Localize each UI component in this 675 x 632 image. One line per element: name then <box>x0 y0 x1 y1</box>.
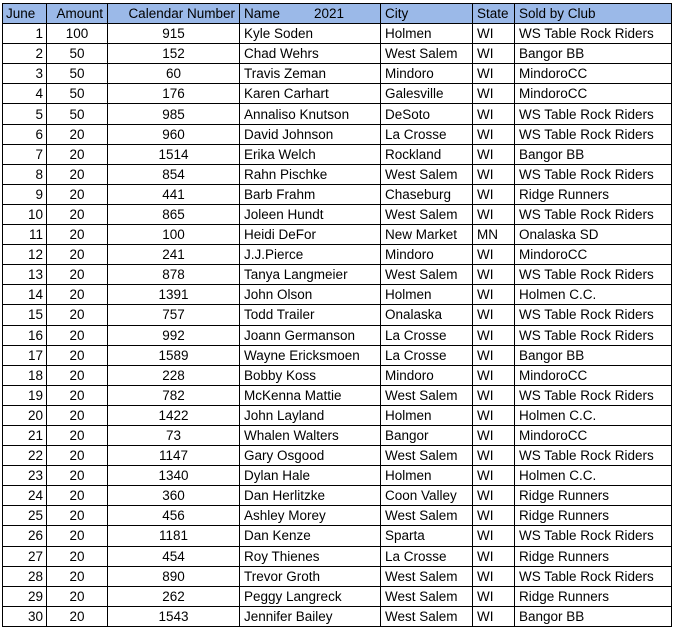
cell-state: WI <box>473 405 515 425</box>
cell-name: Dan Kenze <box>240 526 381 546</box>
cell-club: MindoroCC <box>515 84 672 104</box>
cell-name: Gary Osgood <box>240 446 381 466</box>
cell-amount: 50 <box>47 64 108 84</box>
cell-amount: 20 <box>47 566 108 586</box>
cell-calendar-number: 360 <box>108 486 240 506</box>
cell-name: Kyle Soden <box>240 24 381 44</box>
cell-city: West Salem <box>381 506 473 526</box>
cell-day: 6 <box>3 124 47 144</box>
cell-amount: 20 <box>47 245 108 265</box>
cell-amount: 20 <box>47 486 108 506</box>
cell-club: WS Table Rock Riders <box>515 305 672 325</box>
cell-calendar-number: 890 <box>108 566 240 586</box>
cell-amount: 20 <box>47 586 108 606</box>
table-row <box>3 164 672 184</box>
cell-state: MN <box>473 225 515 245</box>
table-row <box>3 245 672 265</box>
cell-calendar-number: 854 <box>108 164 240 184</box>
cell-state: WI <box>473 24 515 44</box>
table-row <box>3 466 672 486</box>
cell-club: Holmen C.C. <box>515 405 672 425</box>
table-row <box>3 365 672 385</box>
cell-state: WI <box>473 164 515 184</box>
cell-calendar-number: 441 <box>108 184 240 204</box>
table-row <box>3 44 672 64</box>
cell-name: John Olson <box>240 285 381 305</box>
cell-state: WI <box>473 526 515 546</box>
cell-day: 19 <box>3 385 47 405</box>
cell-day: 14 <box>3 285 47 305</box>
cell-amount: 50 <box>47 84 108 104</box>
cell-club: WS Table Rock Riders <box>515 265 672 285</box>
table-row <box>3 305 672 325</box>
cell-day: 21 <box>3 425 47 445</box>
cell-name: Dylan Hale <box>240 466 381 486</box>
cell-day: 22 <box>3 446 47 466</box>
cell-club: WS Table Rock Riders <box>515 325 672 345</box>
header-amount: Amount <box>47 4 108 24</box>
header-state: State <box>473 4 515 24</box>
cell-calendar-number: 782 <box>108 385 240 405</box>
table-row <box>3 124 672 144</box>
table-row <box>3 225 672 245</box>
cell-city: West Salem <box>381 385 473 405</box>
cell-city: La Crosse <box>381 325 473 345</box>
cell-city: West Salem <box>381 606 473 626</box>
cell-name: Travis Zeman <box>240 64 381 84</box>
cell-club: Bangor BB <box>515 606 672 626</box>
cell-amount: 20 <box>47 285 108 305</box>
cell-city: New Market <box>381 225 473 245</box>
cell-day: 26 <box>3 526 47 546</box>
cell-name: Barb Frahm <box>240 184 381 204</box>
cell-calendar-number: 262 <box>108 586 240 606</box>
cell-city: La Crosse <box>381 124 473 144</box>
cell-city: West Salem <box>381 44 473 64</box>
header-name <box>240 4 381 24</box>
table-row <box>3 405 672 425</box>
cell-calendar-number: 992 <box>108 325 240 345</box>
cell-club: MindoroCC <box>515 425 672 445</box>
cell-name: Dan Herlitzke <box>240 486 381 506</box>
cell-calendar-number: 915 <box>108 24 240 44</box>
cell-name: Roy Thienes <box>240 546 381 566</box>
cell-calendar-number: 60 <box>108 64 240 84</box>
cell-day: 3 <box>3 64 47 84</box>
cell-name: Bobby Koss <box>240 365 381 385</box>
cell-club: Ridge Runners <box>515 506 672 526</box>
cell-day: 20 <box>3 405 47 425</box>
table-row <box>3 606 672 626</box>
cell-amount: 20 <box>47 124 108 144</box>
cell-club: MindoroCC <box>515 365 672 385</box>
cell-club: MindoroCC <box>515 245 672 265</box>
cell-calendar-number: 456 <box>108 506 240 526</box>
cell-amount: 20 <box>47 405 108 425</box>
cell-amount: 20 <box>47 164 108 184</box>
cell-state: WI <box>473 124 515 144</box>
table-row <box>3 506 672 526</box>
cell-club: WS Table Rock Riders <box>515 104 672 124</box>
cell-day: 16 <box>3 325 47 345</box>
cell-day: 28 <box>3 566 47 586</box>
cell-amount: 50 <box>47 104 108 124</box>
cell-day: 5 <box>3 104 47 124</box>
cell-club: WS Table Rock Riders <box>515 164 672 184</box>
cell-day: 4 <box>3 84 47 104</box>
cell-state: WI <box>473 486 515 506</box>
cell-state: WI <box>473 265 515 285</box>
table-row <box>3 104 672 124</box>
cell-calendar-number: 152 <box>108 44 240 64</box>
cell-city: DeSoto <box>381 104 473 124</box>
header-calendar-number: Calendar Number <box>108 4 240 24</box>
cell-city: Holmen <box>381 24 473 44</box>
cell-name: Annaliso Knutson <box>240 104 381 124</box>
cell-city: Sparta <box>381 526 473 546</box>
cell-club: Holmen C.C. <box>515 466 672 486</box>
cell-state: WI <box>473 566 515 586</box>
cell-state: WI <box>473 204 515 224</box>
header-row <box>3 4 672 24</box>
cell-calendar-number: 100 <box>108 225 240 245</box>
cell-club: WS Table Rock Riders <box>515 526 672 546</box>
cell-calendar-number: 985 <box>108 104 240 124</box>
cell-amount: 20 <box>47 345 108 365</box>
cell-state: WI <box>473 64 515 84</box>
cell-calendar-number: 1514 <box>108 144 240 164</box>
cell-name: Tanya Langmeier <box>240 265 381 285</box>
cell-name: Erika Welch <box>240 144 381 164</box>
cell-day: 25 <box>3 506 47 526</box>
cell-city: West Salem <box>381 204 473 224</box>
cell-calendar-number: 1147 <box>108 446 240 466</box>
cell-amount: 20 <box>47 144 108 164</box>
cell-amount: 20 <box>47 184 108 204</box>
cell-city: Holmen <box>381 405 473 425</box>
cell-amount: 20 <box>47 325 108 345</box>
cell-amount: 20 <box>47 546 108 566</box>
cell-amount: 20 <box>47 506 108 526</box>
cell-club: Ridge Runners <box>515 546 672 566</box>
cell-name: Whalen Walters <box>240 425 381 445</box>
cell-city: La Crosse <box>381 546 473 566</box>
cell-name: Joann Germanson <box>240 325 381 345</box>
table-row <box>3 144 672 164</box>
cell-city: Rockland <box>381 144 473 164</box>
table-row <box>3 64 672 84</box>
table-row <box>3 24 672 44</box>
cell-day: 29 <box>3 586 47 606</box>
cell-state: WI <box>473 44 515 64</box>
cell-club: WS Table Rock Riders <box>515 124 672 144</box>
cell-state: WI <box>473 84 515 104</box>
cell-day: 11 <box>3 225 47 245</box>
cell-club: Holmen C.C. <box>515 285 672 305</box>
cell-day: 17 <box>3 345 47 365</box>
cell-amount: 20 <box>47 385 108 405</box>
cell-day: 23 <box>3 466 47 486</box>
cell-calendar-number: 454 <box>108 546 240 566</box>
cell-day: 27 <box>3 546 47 566</box>
header-club: Sold by Club <box>515 4 672 24</box>
cell-calendar-number: 1181 <box>108 526 240 546</box>
cell-city: Mindoro <box>381 64 473 84</box>
table-row <box>3 446 672 466</box>
cell-amount: 20 <box>47 365 108 385</box>
cell-state: WI <box>473 144 515 164</box>
cell-club: MindoroCC <box>515 64 672 84</box>
cell-name: J.J.Pierce <box>240 245 381 265</box>
cell-club: Ridge Runners <box>515 486 672 506</box>
cell-club: WS Table Rock Riders <box>515 446 672 466</box>
table-row <box>3 265 672 285</box>
cell-day: 13 <box>3 265 47 285</box>
header-month: June <box>3 4 47 24</box>
cell-calendar-number: 1391 <box>108 285 240 305</box>
header-year: 2021 <box>313 6 344 22</box>
cell-day: 10 <box>3 204 47 224</box>
cell-amount: 20 <box>47 466 108 486</box>
cell-city: Chaseburg <box>381 184 473 204</box>
cell-state: WI <box>473 365 515 385</box>
table-row <box>3 204 672 224</box>
table-row <box>3 526 672 546</box>
cell-city: Holmen <box>381 466 473 486</box>
cell-calendar-number: 241 <box>108 245 240 265</box>
table-row <box>3 184 672 204</box>
cell-day: 18 <box>3 365 47 385</box>
cell-state: WI <box>473 546 515 566</box>
cell-calendar-number: 1589 <box>108 345 240 365</box>
table-row <box>3 425 672 445</box>
cell-calendar-number: 865 <box>108 204 240 224</box>
cell-state: WI <box>473 586 515 606</box>
cell-state: WI <box>473 285 515 305</box>
cell-name: Wayne Ericksmoen <box>240 345 381 365</box>
cell-calendar-number: 228 <box>108 365 240 385</box>
table-row <box>3 546 672 566</box>
cell-calendar-number: 176 <box>108 84 240 104</box>
cell-state: WI <box>473 385 515 405</box>
table-row <box>3 385 672 405</box>
cell-club: Onalaska SD <box>515 225 672 245</box>
cell-state: WI <box>473 325 515 345</box>
cell-club: WS Table Rock Riders <box>515 24 672 44</box>
cell-city: West Salem <box>381 566 473 586</box>
cell-state: WI <box>473 305 515 325</box>
cell-city: Holmen <box>381 285 473 305</box>
cell-name: Todd Trailer <box>240 305 381 325</box>
cell-amount: 20 <box>47 225 108 245</box>
cell-state: WI <box>473 446 515 466</box>
cell-state: WI <box>473 245 515 265</box>
cell-day: 12 <box>3 245 47 265</box>
cell-club: Bangor BB <box>515 345 672 365</box>
cell-name: Peggy Langreck <box>240 586 381 606</box>
cell-city: Bangor <box>381 425 473 445</box>
cell-city: West Salem <box>381 586 473 606</box>
cell-state: WI <box>473 425 515 445</box>
cell-calendar-number: 1340 <box>108 466 240 486</box>
cell-amount: 20 <box>47 265 108 285</box>
calendar-winners-table <box>2 3 672 627</box>
cell-amount: 50 <box>47 44 108 64</box>
cell-name: Heidi DeFor <box>240 225 381 245</box>
header-city: City <box>381 4 473 24</box>
table-row <box>3 325 672 345</box>
cell-name: Trevor Groth <box>240 566 381 586</box>
cell-day: 9 <box>3 184 47 204</box>
table-row <box>3 486 672 506</box>
cell-state: WI <box>473 466 515 486</box>
header-name-label: Name <box>244 6 281 22</box>
cell-day: 1 <box>3 24 47 44</box>
cell-city: Onalaska <box>381 305 473 325</box>
cell-state: WI <box>473 606 515 626</box>
cell-calendar-number: 878 <box>108 265 240 285</box>
cell-state: WI <box>473 506 515 526</box>
cell-club: WS Table Rock Riders <box>515 204 672 224</box>
cell-amount: 20 <box>47 305 108 325</box>
cell-city: West Salem <box>381 265 473 285</box>
cell-club: WS Table Rock Riders <box>515 566 672 586</box>
cell-state: WI <box>473 104 515 124</box>
cell-name: Karen Carhart <box>240 84 381 104</box>
cell-amount: 100 <box>47 24 108 44</box>
cell-calendar-number: 1422 <box>108 405 240 425</box>
cell-amount: 20 <box>47 606 108 626</box>
cell-city: Coon Valley <box>381 486 473 506</box>
table-row <box>3 586 672 606</box>
cell-name: John Layland <box>240 405 381 425</box>
cell-club: Ridge Runners <box>515 586 672 606</box>
cell-name: Rahn Pischke <box>240 164 381 184</box>
cell-amount: 20 <box>47 204 108 224</box>
cell-amount: 20 <box>47 526 108 546</box>
cell-day: 7 <box>3 144 47 164</box>
cell-calendar-number: 960 <box>108 124 240 144</box>
cell-name: Ashley Morey <box>240 506 381 526</box>
cell-club: Bangor BB <box>515 44 672 64</box>
cell-calendar-number: 1543 <box>108 606 240 626</box>
cell-city: Mindoro <box>381 365 473 385</box>
cell-city: West Salem <box>381 164 473 184</box>
table-row <box>3 84 672 104</box>
cell-city: West Salem <box>381 446 473 466</box>
cell-day: 8 <box>3 164 47 184</box>
cell-amount: 20 <box>47 446 108 466</box>
cell-city: Galesville <box>381 84 473 104</box>
cell-name: McKenna Mattie <box>240 385 381 405</box>
cell-state: WI <box>473 345 515 365</box>
cell-name: Chad Wehrs <box>240 44 381 64</box>
cell-name: Joleen Hundt <box>240 204 381 224</box>
cell-amount: 20 <box>47 425 108 445</box>
cell-day: 15 <box>3 305 47 325</box>
cell-name: David Johnson <box>240 124 381 144</box>
cell-club: Bangor BB <box>515 144 672 164</box>
cell-name: Jennifer Bailey <box>240 606 381 626</box>
cell-day: 2 <box>3 44 47 64</box>
cell-club: WS Table Rock Riders <box>515 385 672 405</box>
table-row <box>3 345 672 365</box>
table-row <box>3 566 672 586</box>
cell-state: WI <box>473 184 515 204</box>
cell-day: 24 <box>3 486 47 506</box>
cell-club: Ridge Runners <box>515 184 672 204</box>
table-row <box>3 285 672 305</box>
cell-city: Mindoro <box>381 245 473 265</box>
cell-calendar-number: 757 <box>108 305 240 325</box>
cell-city: La Crosse <box>381 345 473 365</box>
cell-day: 30 <box>3 606 47 626</box>
cell-calendar-number: 73 <box>108 425 240 445</box>
